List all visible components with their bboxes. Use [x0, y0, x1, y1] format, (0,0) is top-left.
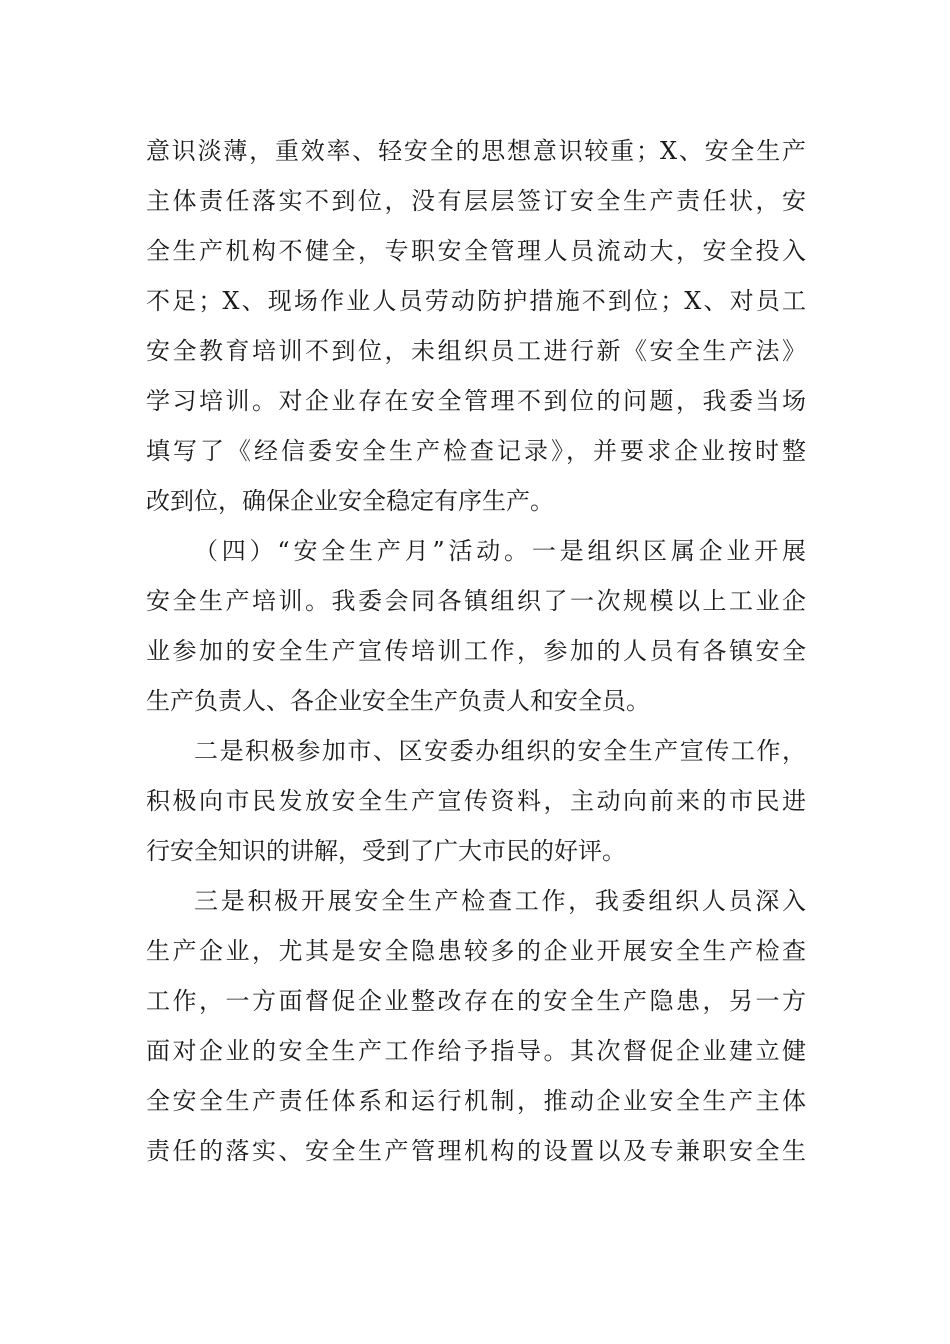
text-line: 业参加的安全生产宣传培训工作，参加的人员有各镇安全	[146, 637, 806, 665]
text-line: 行安全知识的讲解，受到了广大市民的好评。	[146, 837, 626, 865]
text-line: 改到位，确保企业安全稳定有序生产。	[146, 487, 554, 515]
text-line: 安全生产培训。我委会同各镇组织了一次规模以上工业企	[146, 587, 806, 615]
text-line: 生产企业，尤其是安全隐患较多的企业开展安全生产检查	[146, 937, 806, 965]
text-line: 工作，一方面督促企业整改存在的安全生产隐患，另一方	[146, 987, 806, 1015]
paragraph-publicity-work	[146, 726, 806, 876]
text-line: 主体责任落实不到位，没有层层签订安全生产责任状，安	[146, 187, 806, 215]
text-line: 二是积极参加市、区安委办组织的安全生产宣传工作，	[194, 737, 806, 765]
text-line: 填写了《经信委安全生产检查记录》，并要求企业按时整	[146, 437, 806, 465]
text-line: 意识淡薄，重效率、轻安全的思想意识较重；X、安全生产	[146, 137, 806, 165]
text-line: 全生产机构不健全，专职安全管理人员流动大，安全投入	[146, 237, 806, 265]
text-line: 面对企业的安全生产工作给予指导。其次督促企业建立健	[146, 1037, 806, 1065]
text-line: 三是积极开展安全生产检查工作，我委组织人员深入	[194, 887, 806, 915]
paragraph-safety-month	[146, 526, 806, 726]
text-line: 责任的落实、安全生产管理机构的设置以及专兼职安全生	[146, 1137, 806, 1165]
text-line: 生产负责人、各企业安全生产负责人和安全员。	[146, 687, 650, 715]
text-line: （四）“安全生产月”活动。一是组织区属企业开展	[194, 537, 806, 565]
text-line: 安全教育培训不到位，未组织员工进行新《安全生产法》	[146, 337, 806, 365]
text-line: 不足；X、现场作业人员劳动防护措施不到位；X、对员工	[146, 287, 806, 315]
text-line: 全安全生产责任体系和运行机制，推动企业安全生产主体	[146, 1087, 806, 1115]
text-line: 积极向市民发放安全生产宣传资料，主动向前来的市民进	[146, 787, 806, 815]
paragraph-inspection-work	[146, 876, 806, 1176]
text-line: 学习培训。对企业存在安全管理不到位的问题，我委当场	[146, 387, 806, 415]
paragraph-inspection-findings	[146, 126, 806, 526]
